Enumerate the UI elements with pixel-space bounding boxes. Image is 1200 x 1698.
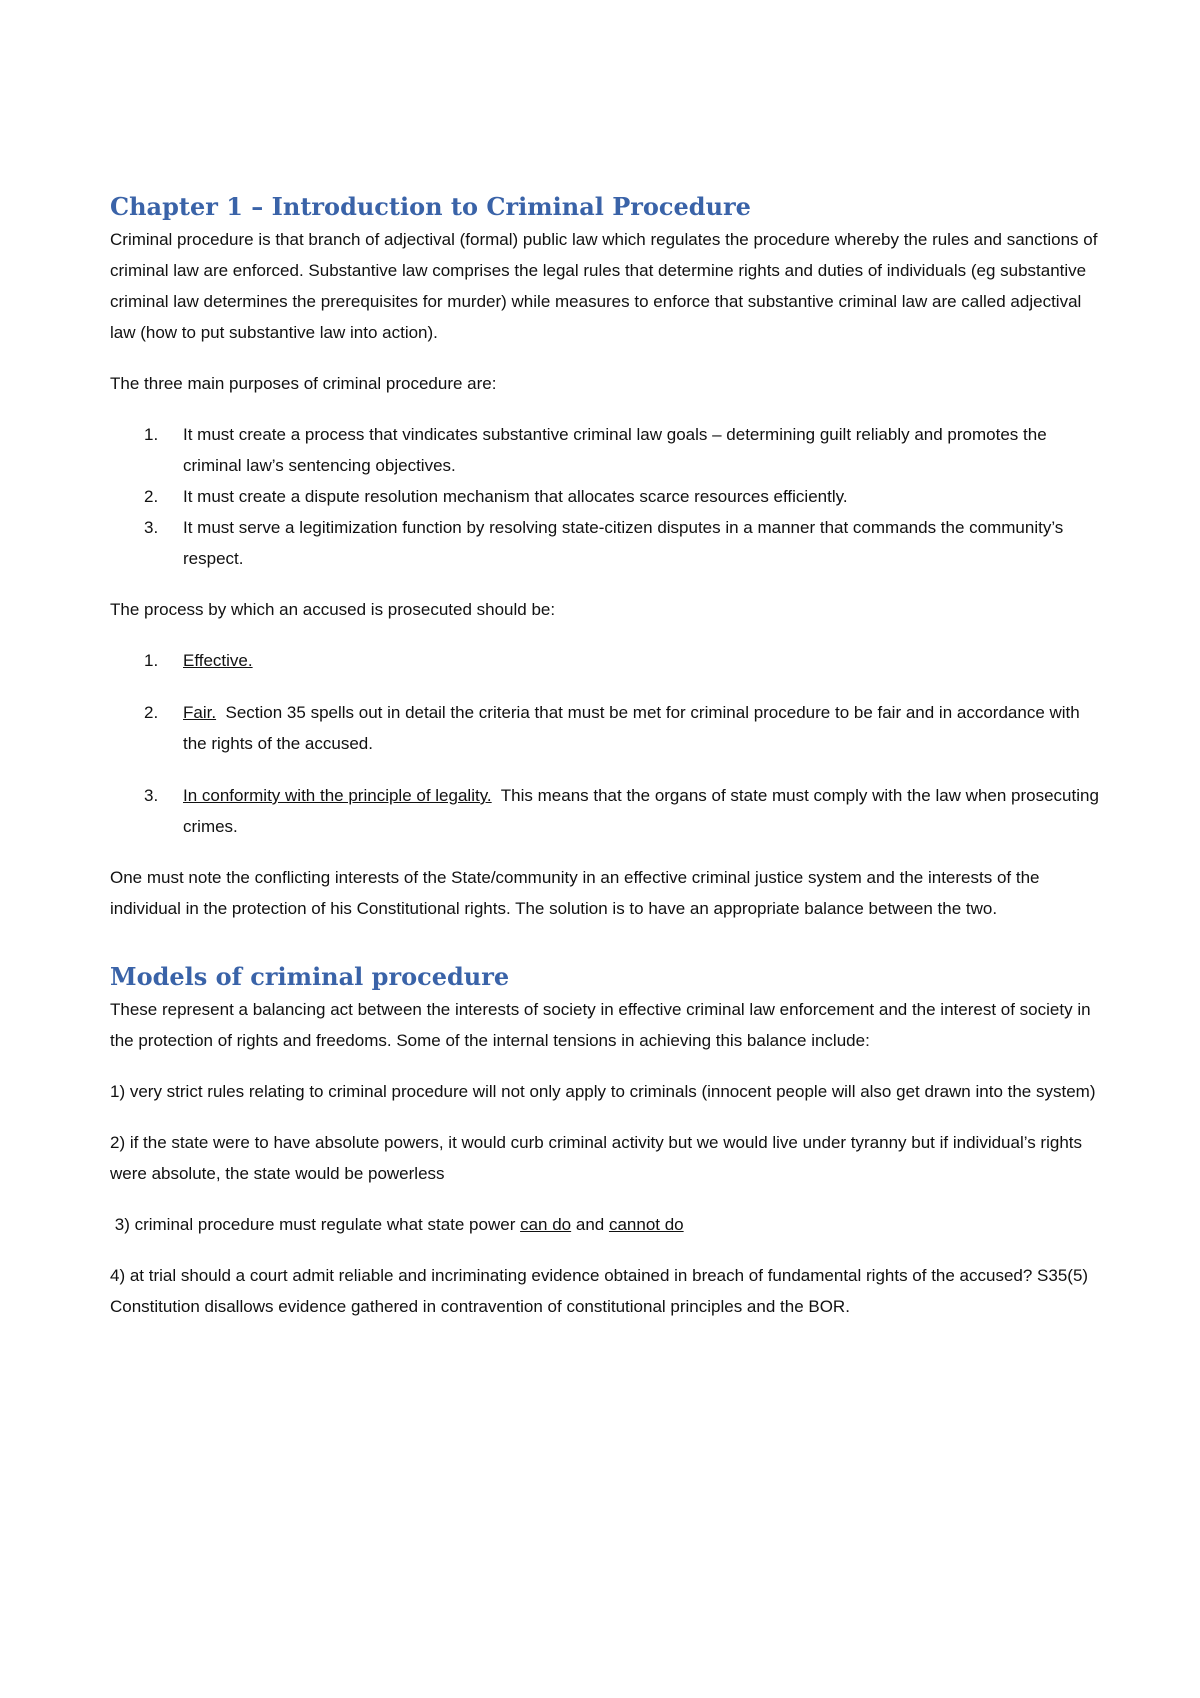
models-intro-paragraph: These represent a balancing act between the interests of society in effective criminal law enforcement and the interest of society in the protection of rights and freedoms. Some of the internal tensions in achieving this balance include: <box>110 1000 1091 1050</box>
list-number: 2. <box>144 703 159 722</box>
point-3-and: and <box>571 1215 609 1234</box>
list-number: 3. <box>144 518 159 537</box>
point-3-text: 3) criminal procedure must regulate what state power <box>110 1215 521 1234</box>
purposes-lead: The three main purposes of criminal procedure are: <box>110 374 497 393</box>
process-list-item <box>110 645 1100 676</box>
chapter-title: Chapter 1 – Introduction to Criminal Procedure <box>110 192 751 221</box>
models-point-2: 2) if the state were to have absolute powers, it would curb criminal activity but we would live under tyranny but if individual’s rights were absolute, the state would be powerless <box>110 1133 1082 1183</box>
process-lead: The process by which an accused is prosecuted should be: <box>110 600 556 619</box>
purposes-list-item <box>110 419 1100 481</box>
process-list-item <box>110 697 1100 759</box>
models-point-1: 1) very strict rules relating to criminal procedure will not only apply to criminals (innocent people will also get drawn into the system) <box>110 1082 1096 1101</box>
list-item-text: Section 35 spells out in detail the criteria that must be met for criminal procedure to be fair and in accordance with the rights of the accused. <box>183 703 1085 753</box>
process-term: Fair. <box>183 703 217 722</box>
can-do-term: can do <box>520 1215 572 1234</box>
process-list <box>110 645 1104 842</box>
purposes-list-item <box>110 512 1100 574</box>
list-item-text: It must create a dispute resolution mechanism that allocates scarce resources efficiently. <box>183 487 848 506</box>
list-number: 3. <box>144 786 159 805</box>
list-number: 1. <box>144 425 159 444</box>
models-title: Models of criminal procedure <box>110 962 510 991</box>
document-page <box>110 190 1104 1322</box>
models-point-3 <box>110 1209 1100 1240</box>
list-item-text: It must serve a legitimization function by resolving state-citizen disputes in a manner that commands the community’s respect. <box>183 518 1064 568</box>
list-item-text: This means that the organs of state must comply with the law when prosecuting crimes. <box>183 786 1104 836</box>
process-term: In conformity with the principle of legality. <box>183 786 492 805</box>
process-list-item <box>110 780 1104 842</box>
list-number: 1. <box>144 651 159 670</box>
list-item-text: It must create a process that vindicates substantive criminal law goals – determining guilt reliably and promotes the criminal law’s sentencing objectives. <box>183 425 1047 475</box>
process-term: Effective. <box>183 651 253 670</box>
models-point-4: 4) at trial should a court admit reliable and incriminating evidence obtained in breach of fundamental rights of the accused? S35(5) Constitution disallows evidence gathered in contravention of constitutional principles and the BOR. <box>110 1266 1089 1316</box>
list-number: 2. <box>144 487 159 506</box>
chapter-intro-paragraph: Criminal procedure is that branch of adjectival (formal) public law which regulates the procedure whereby the rules and sanctions of criminal law are enforced. Substantive law comprises the legal rules that determine rights and duties of individuals (eg substantive criminal law determines the prerequisites for murder) while measures to enforce that substantive criminal law are called adjectival law (how to put substantive law into action). <box>110 230 1098 342</box>
purposes-list-item <box>110 481 1100 512</box>
purposes-list <box>110 419 1100 574</box>
cannot-do-term: cannot do <box>608 1215 684 1234</box>
conflict-paragraph: One must note the conflicting interests of the State/community in an effective criminal justice system and the interests of the individual in the protection of his Constitutional rights. The solution is to have an appropriate balance between the two. <box>110 868 1040 918</box>
